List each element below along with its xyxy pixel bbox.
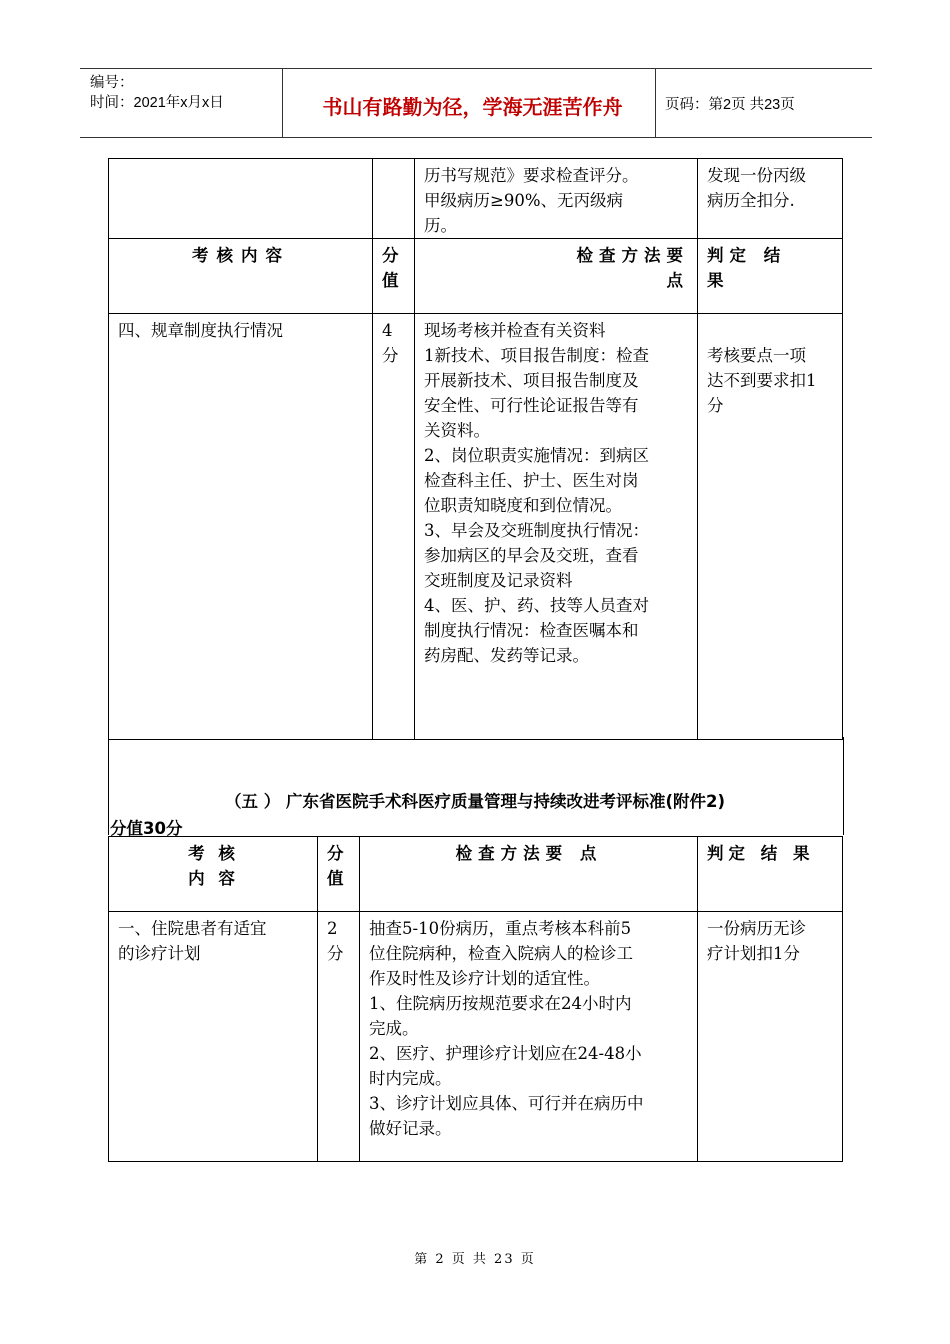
header-score: 分 值 — [318, 837, 360, 912]
score-cell: 2 分 — [318, 912, 360, 1162]
document-number-label: 编号： — [90, 75, 134, 91]
header-page-info: 页码：第2页 共23页 — [665, 97, 795, 113]
assessment-table-1 — [108, 158, 843, 740]
method-cell: 历书写规范》要求检查评分。 甲级病历≥90%、无丙级病 历。 — [415, 159, 698, 239]
header-result: 判定 结 果 — [698, 837, 843, 912]
section-frame — [108, 737, 844, 835]
result-cell: 考核要点一项 达不到要求扣1 分 — [698, 314, 843, 740]
header-method: 检查方法要 点 — [415, 239, 698, 314]
table-header-row — [109, 239, 843, 314]
table-header-row — [109, 837, 843, 912]
header-content: 考 核 内 容 — [109, 837, 318, 912]
section-title: （五 ） 广东省医院手术科医疗质量管理与持续改进考评标准(附件2) — [224, 792, 726, 811]
result-cell: 一份病历无诊 疗计划扣1分 — [698, 912, 843, 1162]
table-row — [109, 159, 843, 239]
header-divider — [282, 69, 283, 137]
section-score: 分值30分 — [110, 819, 183, 838]
header-method: 检查方法要 点 — [360, 837, 698, 912]
header-result: 判定 结 果 — [698, 239, 843, 314]
method-cell: 现场考核并检查有关资料 1新技术、项目报告制度：检查 开展新技术、项目报告制度及 安全性、可行性论证报告等有 关资料。 2、岗位职责实施情况：到病区 检查科主任、护士、医生对岗 位职责知晓度和到位情况。 3、早会及交班制度执行情况： 参加病区的早会及交班，查看 交班制度及记录资料 4、医、护、药、技等人员查对 制度执行情况：检查医嘱本和 药房配、发药等记录。 — [415, 314, 698, 740]
document-date: 时间：2021年x月x日 — [90, 95, 224, 111]
score-cell — [373, 159, 415, 239]
table-row — [109, 912, 843, 1162]
table-row — [109, 314, 843, 740]
header-motto: 书山有路勤为径，学海无涯苦作舟 — [322, 95, 623, 119]
header-divider — [655, 69, 656, 137]
page-header — [80, 68, 872, 138]
header-score: 分 值 — [373, 239, 415, 314]
header-content: 考核内容 — [109, 239, 373, 314]
content-cell: 一、住院患者有适宜 的诊疗计划 — [109, 912, 318, 1162]
content-cell: 四、规章制度执行情况 — [109, 314, 373, 740]
content-cell — [109, 159, 373, 239]
assessment-table-2 — [108, 836, 843, 1162]
method-cell: 抽查5-10份病历，重点考核本科前5 位住院病种，检查入院病人的检诊工 作及时性及诊疗计划的适宜性。 1、住院病历按规范要求在24小时内 完成。 2、医疗、护理诊疗计划应在24-48小 时内完成。 3、诊疗计划应具体、可行并在病历中 做好记录。 — [360, 912, 698, 1162]
header-meta — [90, 73, 224, 113]
page-footer: 第 2 页 共 23 页 — [414, 1252, 536, 1267]
score-cell: 4 分 — [373, 314, 415, 740]
result-cell: 发现一份丙级 病历全扣分. — [698, 159, 843, 239]
